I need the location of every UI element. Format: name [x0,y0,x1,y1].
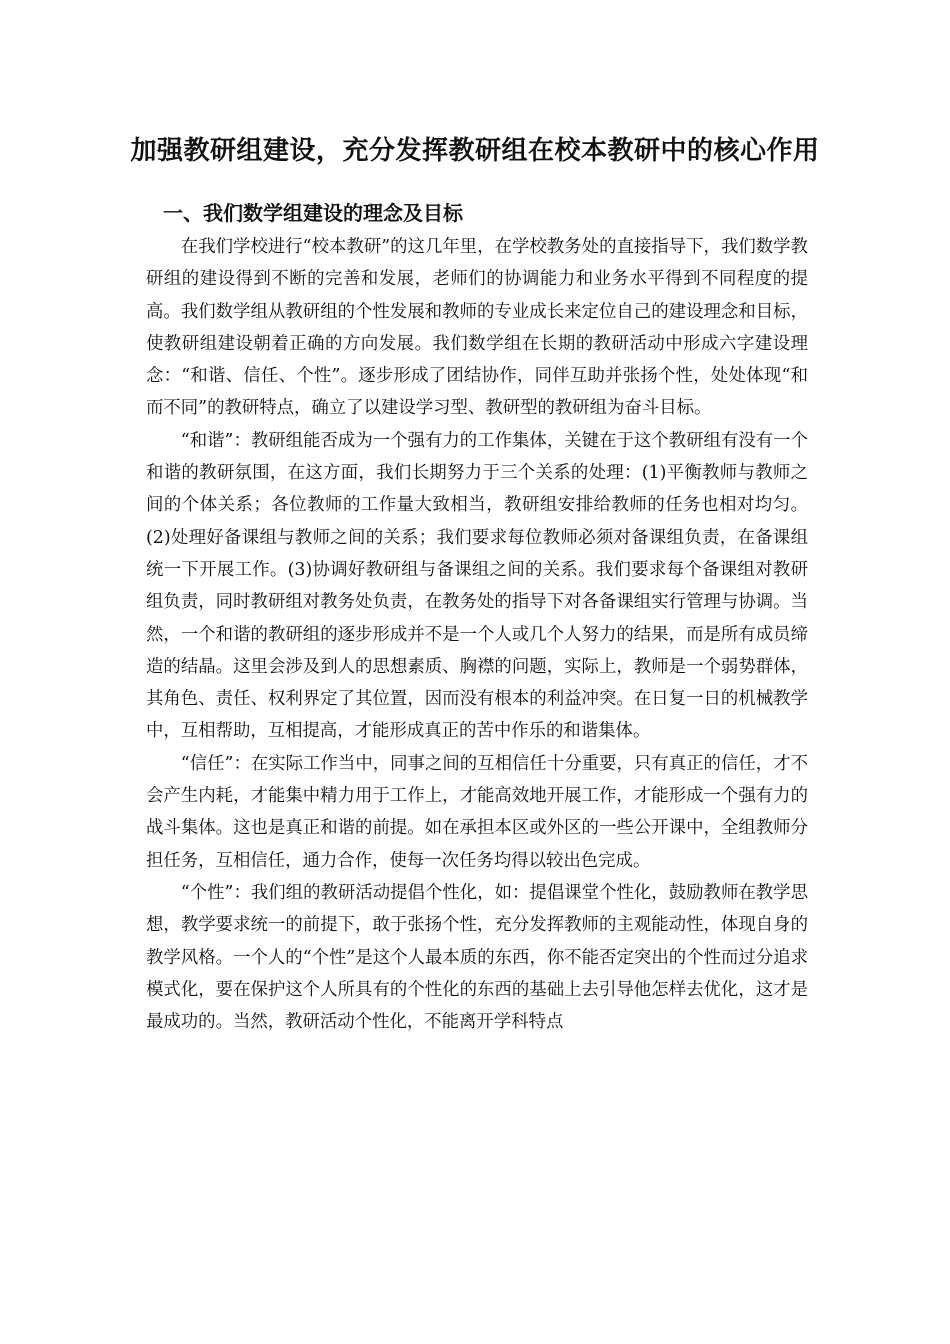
paragraph-trust: “信任”：在实际工作当中，同事之间的互相信任十分重要，只有真正的信任，才不会产生内耗，才能集中精力用于工作上，才能高效地开展工作，才能形成一个强有力的战斗集体。这也是真正和谐的前提。如在承担本区或外区的一些公开课中，全组教师分担任务，互相信任，通力合作，使每一次任务均得以较出色完成。 [146,753,808,871]
section-heading: 一、我们数学组建设的理念及目标 [163,201,463,225]
paragraph-individuality: “个性”：我们组的教研活动提倡个性化，如：提倡课堂个性化，鼓励教师在教学思想，教学要求统一的前提下，敢于张扬个性，充分发挥教师的主观能动性，体现自身的教学风格。一个人的“个性”是这个人最本质的东西，你不能否定突出的个性而过分追求模式化，要在保护这个人所具有的个性化的东西的基础上去引导他怎样去优化，这才是最成功的。当然，教研活动个性化，不能离开学科特点 [146,882,808,1033]
document-title: 加强教研组建设，充分发挥教研组在校本教研中的核心作用 [130,136,820,166]
paragraph-intro: 在我们学校进行“校本教研”的这几年里，在学校教务处的直接指导下，我们数学教研组的建设得到不断的完善和发展，老师们的协调能力和业务水平得到不同程度的提高。我们数学组从教研组的个性发展和教师的专业成长来定位自己的建设理念和目标，使教研组建设朝着正确的方向发展。我们数学组在长期的教研活动中形成六字建设理念：“和谐、信任、个性”。逐步形成了团结协作，同伴互助并张扬个性，处处体现“和而不同”的教研特点，确立了以建设学习型、教研型的教研组为奋斗目标。 [146,237,808,419]
paragraph-harmony: “和谐”：教研组能否成为一个强有力的工作集体，关键在于这个教研组有没有一个和谐的教研氛围，在这方面，我们长期努力于三个关系的处理：(1)平衡教师与教师之间的个体关系；各位教师的工作量大致相当，教研组安排给教师的任务也相对均匀。 (2)处理好备课组与教师之间的关系；我们要求每位教师必须对备课组负责，在备课组统一下开展工作。(3)协调好教研组与备课组之间的关系。我们要求每个备课组对教研组负责，同时教研组对教务处负责，在教务处的指导下对各备课组实行管理与协调。当然，一个和谐的教研组的逐步形成并不是一个人或几个人努力的结果，而是所有成员缔造的结晶。这里会涉及到人的思想素质、胸襟的问题，实际上，教师是一个弱势群体，其角色、责任、权利界定了其位置，因而没有根本的利益冲突。在日复一日的机械教学中，互相帮助，互相提高，才能形成真正的苦中作乐的和谐集体。 [146,430,808,742]
document-body [146,231,808,1038]
